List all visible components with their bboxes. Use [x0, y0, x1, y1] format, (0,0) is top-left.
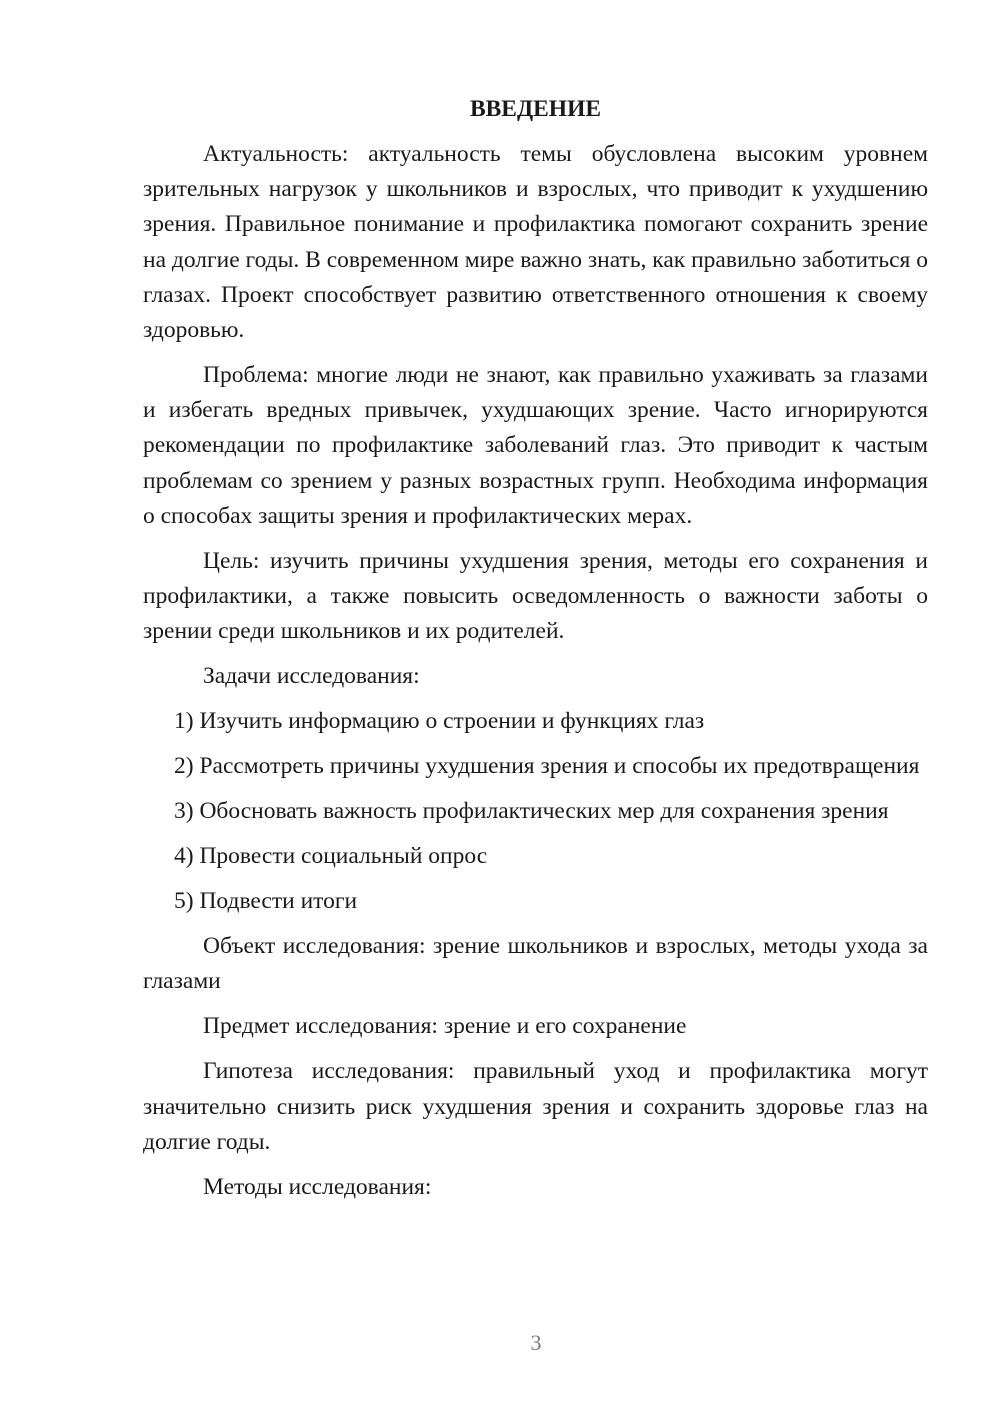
document-title: ВВЕДЕНИЕ — [469, 96, 602, 122]
task-item-3: 3) Обосновать важность профилактических мер для сохранения зрения — [174, 798, 889, 825]
task-item-5: 5) Подвести итоги — [174, 888, 358, 915]
hypothesis-paragraph: Гипотеза исследования: правильный уход и профилактика могут значительно снизить риск ухудшения зрения и сохранить здоровье глаз на долгие годы. — [143, 1058, 928, 1155]
subject-paragraph: Предмет исследования: зрение и его сохранение — [203, 1013, 687, 1040]
relevance-paragraph: Актуальность: актуальность темы обусловлена высоким уровнем зрительных нагрузок у школьников и взрослых, что приводит к ухудшению зрения. Правильное понимание и профилактика помогают сохранить зрение на долгие годы. В современном мире важно знать, как правильно заботиться о глазах. Проект способствует развитию ответственного отношения к своему здоровью. — [143, 141, 928, 344]
page-number: 3 — [530, 1330, 542, 1355]
problem-paragraph: Проблема: многие люди не знают, как правильно ухаживать за глазами и избегать вредных привычек, ухудшающих зрение. Часто игнорируются рекомендации по профилактике заболеваний глаз. Это приводит к частым проблемам со зрением у разных возрастных групп. Необходима информация о способах защиты зрения и профилактических мерах. — [143, 362, 928, 529]
tasks-heading: Задачи исследования: — [203, 663, 420, 690]
page-content — [143, 92, 928, 1215]
object-paragraph: Объект исследования: зрение школьников и взрослых, методы ухода за глазами — [143, 933, 928, 995]
task-item-4: 4) Провести социальный опрос — [174, 843, 488, 870]
task-item-2: 2) Рассмотреть причины ухудшения зрения и способы их предотвращения — [174, 753, 920, 780]
methods-heading: Методы исследования: — [203, 1173, 432, 1200]
goal-paragraph: Цель: изучить причины ухудшения зрения, методы его сохранения и профилактики, а также повысить осведомленность о важности заботы о зрении среди школьников и их родителей. — [143, 547, 928, 645]
task-item-1: 1) Изучить информацию о строении и функциях глаз — [174, 708, 705, 735]
